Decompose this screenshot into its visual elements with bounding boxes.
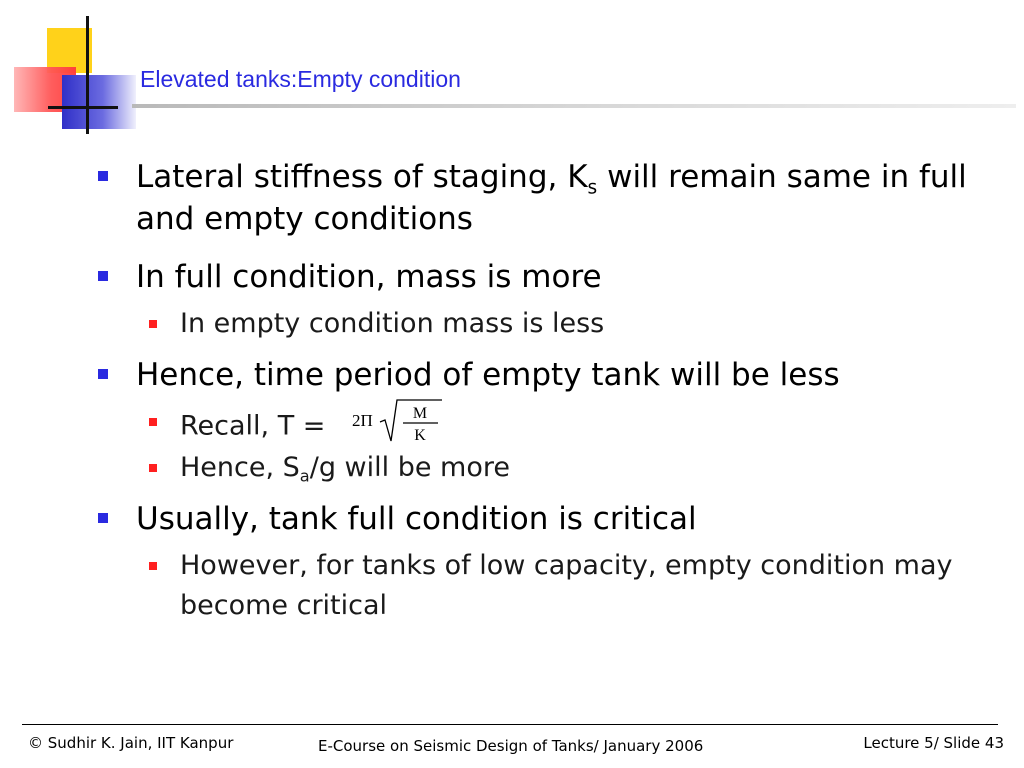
blue-square-bullet-icon <box>98 171 108 181</box>
corner-logo <box>0 0 140 140</box>
footer-slide-number: Lecture 5/ Slide 43 <box>863 734 1004 752</box>
formula-denominator: K <box>414 427 426 444</box>
logo-vertical-line <box>86 16 89 134</box>
subbullet-low-capacity <box>96 546 996 626</box>
bullet-time-period-text: Hence, time period of empty tank will be less <box>136 357 840 393</box>
bullet-stiffness-text-b: will remain same in full and empty conditions <box>136 159 967 237</box>
logo-horizontal-line <box>48 106 118 109</box>
bullet-stiffness <box>96 156 996 240</box>
bullet-full-mass <box>96 256 996 298</box>
bullet-full-critical-text: Usually, tank full condition is critical <box>136 501 697 537</box>
subbullet-empty-mass-text: In empty condition mass is less <box>180 308 605 339</box>
blue-square-bullet-icon <box>98 513 108 523</box>
title-underline <box>132 104 1016 108</box>
bullet-full-mass-text: In full condition, mass is more <box>136 259 602 295</box>
subbullet-sa-g-text-b: /g will be more <box>309 452 510 483</box>
subbullet-low-capacity-text: However, for tanks of low capacity, empty condition may become critical <box>180 550 953 621</box>
slide-title: Elevated tanks:Empty condition <box>140 66 461 92</box>
formula-numerator: M <box>412 405 428 422</box>
footer-divider <box>22 724 998 725</box>
subbullet-sa-g <box>96 448 996 488</box>
red-square-bullet-icon <box>149 464 157 472</box>
blue-square-bullet-icon <box>98 271 108 281</box>
red-square-bullet-icon <box>149 418 157 426</box>
subbullet-recall <box>96 402 996 452</box>
period-formula <box>346 396 446 446</box>
bullet-full-critical <box>96 498 996 540</box>
bullet-time-period <box>96 354 996 396</box>
blue-square-bullet-icon <box>98 369 108 379</box>
subscript-s: s <box>587 177 598 199</box>
footer-copyright: © Sudhir K. Jain, IIT Kanpur <box>28 734 234 752</box>
red-square-bullet-icon <box>149 320 157 328</box>
bullet-list <box>96 156 996 636</box>
bullet-stiffness-text-a: Lateral stiffness of staging, K <box>136 159 588 195</box>
subscript-a: a <box>299 466 310 486</box>
footer-course: E-Course on Seismic Design of Tanks/ January 2006 <box>318 737 704 755</box>
subbullet-empty-mass <box>96 304 996 344</box>
subbullet-recall-text: Recall, T = <box>180 410 334 442</box>
formula-radical <box>380 400 442 441</box>
logo-blue-square <box>62 75 136 129</box>
red-square-bullet-icon <box>149 562 157 570</box>
formula-coefficient: 2Π <box>352 411 373 430</box>
subbullet-sa-g-text-a: Hence, S <box>180 452 300 483</box>
